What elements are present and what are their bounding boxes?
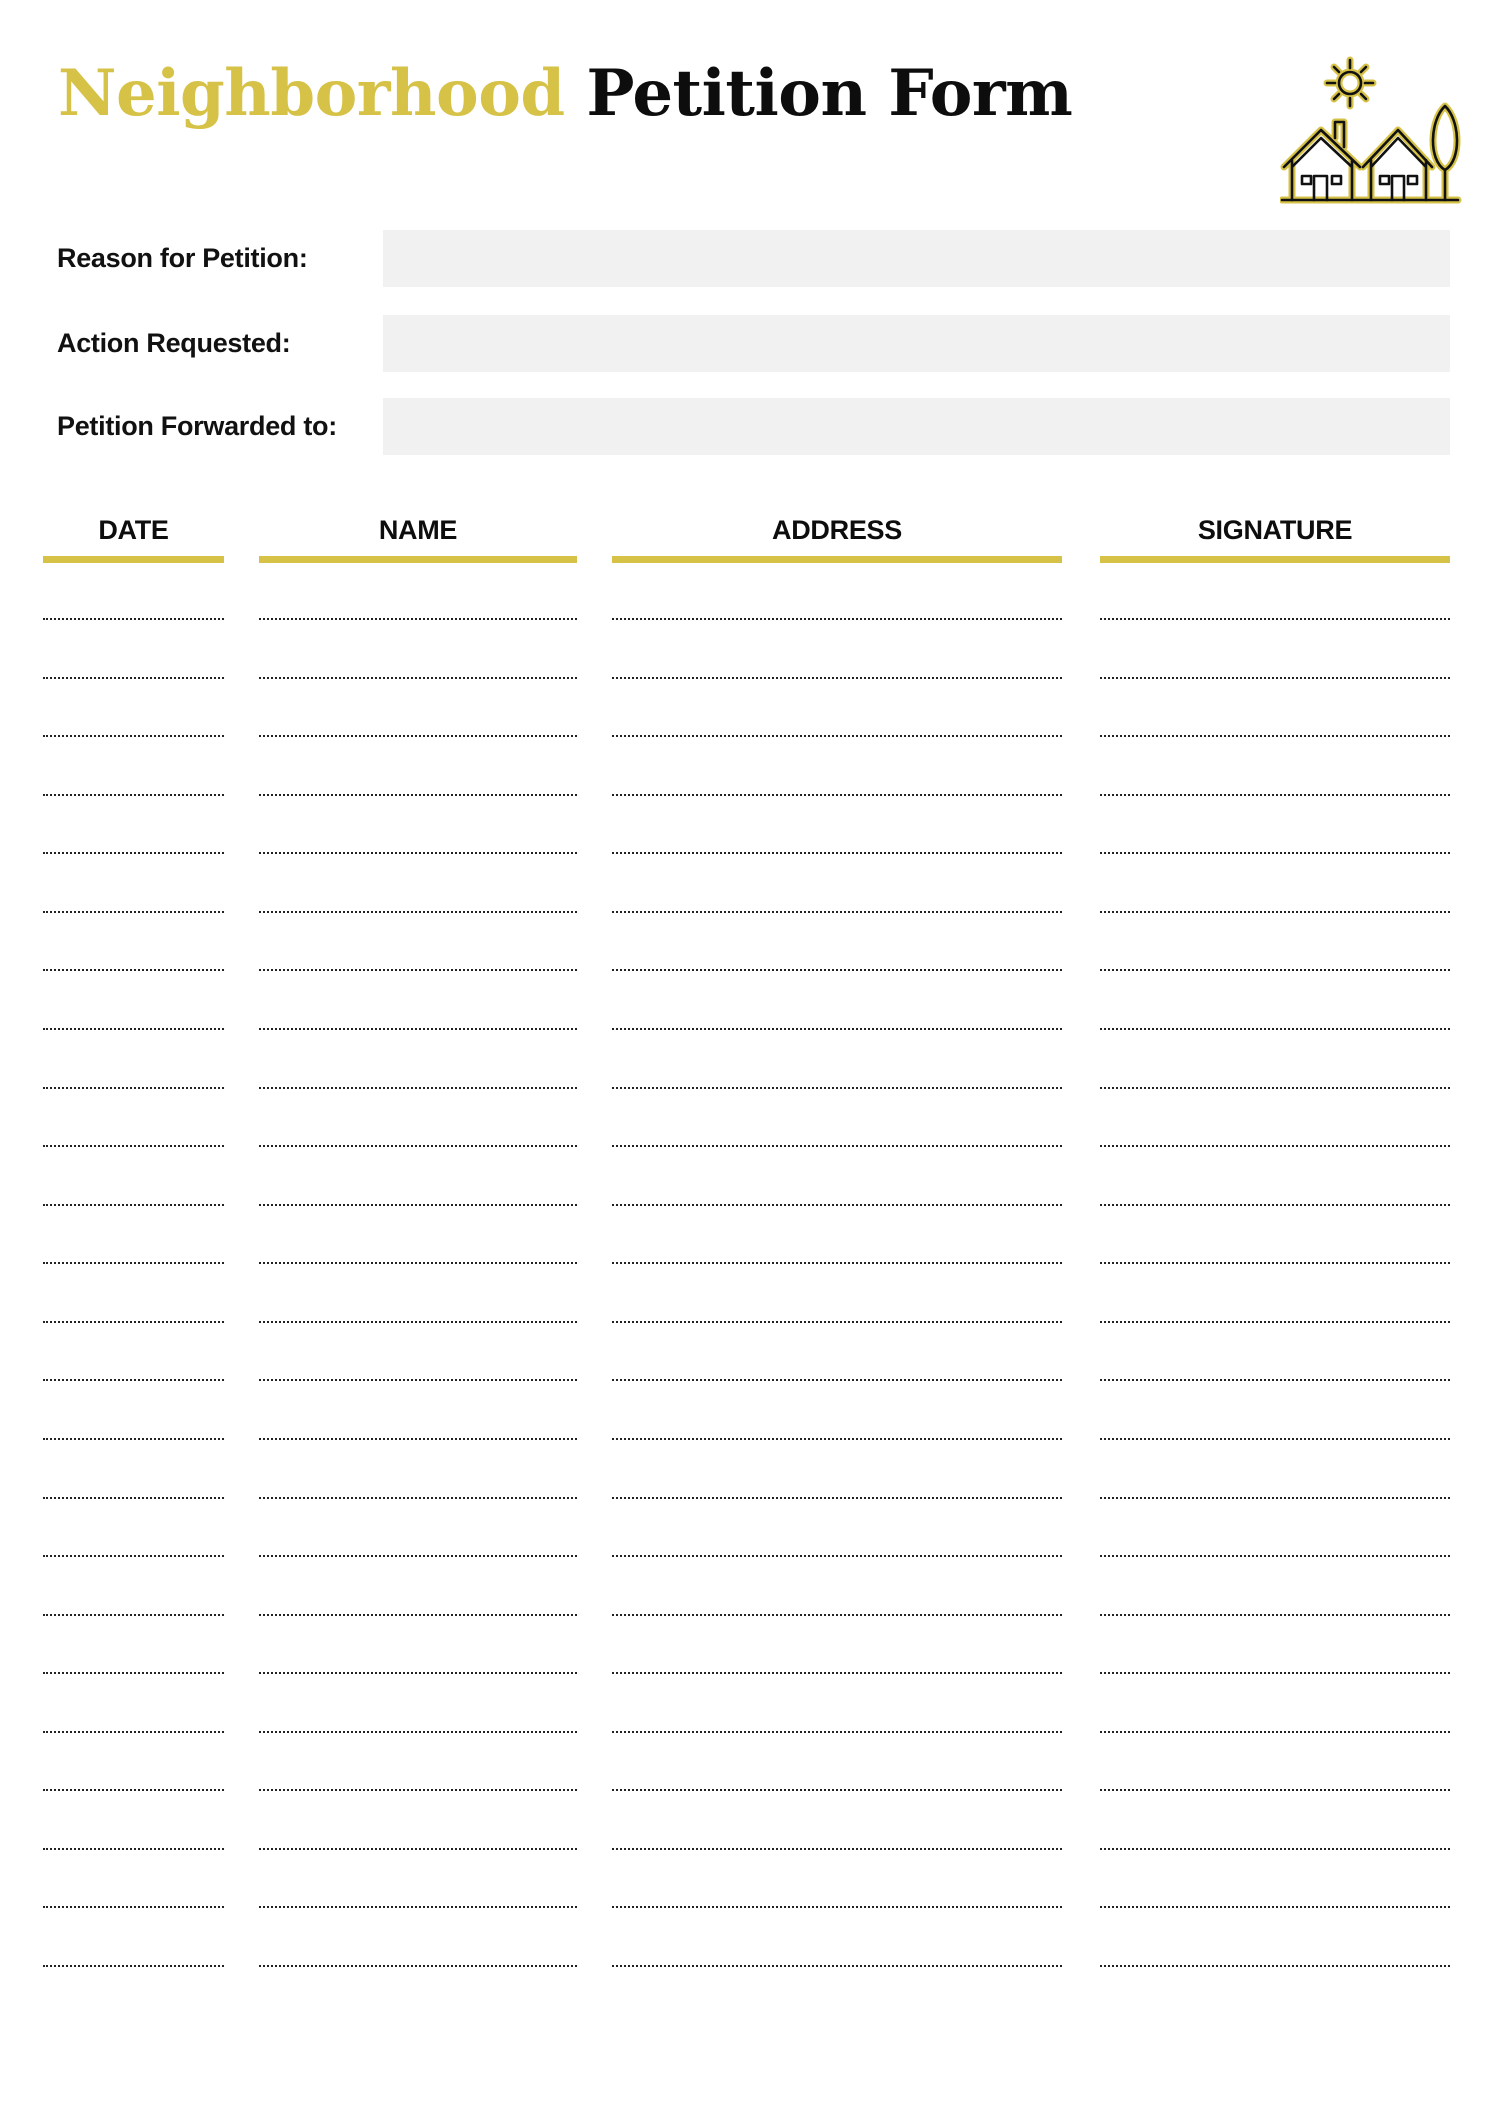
table-row [0, 1965, 1500, 1967]
date-entry-line[interactable] [43, 1087, 224, 1089]
date-entry-line[interactable] [43, 1028, 224, 1030]
table-row [0, 1438, 1500, 1440]
table-row [0, 735, 1500, 737]
signature-entry-line[interactable] [1100, 677, 1450, 679]
name-entry-line[interactable] [259, 1731, 577, 1733]
table-row [0, 1321, 1500, 1323]
date-entry-line[interactable] [43, 1438, 224, 1440]
table-row [0, 1145, 1500, 1147]
table-row [0, 1672, 1500, 1674]
table-row [0, 618, 1500, 620]
address-entry-line[interactable] [612, 1672, 1062, 1674]
date-entry-line[interactable] [43, 1672, 224, 1674]
date-entry-line[interactable] [43, 1906, 224, 1908]
name-entry-line[interactable] [259, 677, 577, 679]
address-entry-line[interactable] [612, 735, 1062, 737]
neighborhood-houses-sun-icon [1280, 50, 1480, 210]
column-divider-signature [1100, 556, 1450, 563]
address-entry-line[interactable] [612, 969, 1062, 971]
table-row [0, 911, 1500, 913]
title-accent: Neighborhood [58, 56, 565, 131]
address-entry-line[interactable] [612, 1438, 1062, 1440]
address-entry-line[interactable] [612, 1555, 1062, 1557]
date-entry-line[interactable] [43, 911, 224, 913]
date-entry-line[interactable] [43, 1204, 224, 1206]
date-entry-line[interactable] [43, 1497, 224, 1499]
signature-entry-line[interactable] [1100, 1965, 1450, 1967]
address-entry-line[interactable] [612, 1965, 1062, 1967]
date-entry-line[interactable] [43, 1614, 224, 1616]
address-entry-line[interactable] [612, 1145, 1062, 1147]
date-entry-line[interactable] [43, 677, 224, 679]
name-entry-line[interactable] [259, 1848, 577, 1850]
reason-label: Reason for Petition: [57, 243, 308, 273]
reason-input[interactable] [383, 230, 1450, 287]
address-entry-line[interactable] [612, 1379, 1062, 1381]
signature-entry-line[interactable] [1100, 969, 1450, 971]
address-entry-line[interactable] [612, 1848, 1062, 1850]
address-entry-line[interactable] [612, 1497, 1062, 1499]
table-row [0, 677, 1500, 679]
signature-entry-line[interactable] [1100, 1906, 1450, 1908]
action-requested-label: Action Requested: [57, 328, 291, 358]
signature-entry-line[interactable] [1100, 1438, 1450, 1440]
table-row [0, 1731, 1500, 1733]
name-entry-line[interactable] [259, 969, 577, 971]
name-entry-line[interactable] [259, 1262, 577, 1264]
address-entry-line[interactable] [612, 1906, 1062, 1908]
address-entry-line[interactable] [612, 1204, 1062, 1206]
address-entry-line[interactable] [612, 677, 1062, 679]
date-entry-line[interactable] [43, 1262, 224, 1264]
table-row [0, 1262, 1500, 1264]
table-row [0, 1906, 1500, 1908]
field-row-reason [0, 230, 1500, 287]
signature-entry-line[interactable] [1100, 1731, 1450, 1733]
name-entry-line[interactable] [259, 618, 577, 620]
table-row [0, 1028, 1500, 1030]
signature-entry-line[interactable] [1100, 1145, 1450, 1147]
signature-entry-line[interactable] [1100, 1555, 1450, 1557]
signature-entry-line[interactable] [1100, 1321, 1450, 1323]
column-divider-address [612, 556, 1062, 563]
name-entry-line[interactable] [259, 911, 577, 913]
table-row [0, 1614, 1500, 1616]
column-header-date: DATE [98, 515, 169, 545]
date-entry-line[interactable] [43, 735, 224, 737]
date-entry-line[interactable] [43, 1145, 224, 1147]
signature-entry-line[interactable] [1100, 1672, 1450, 1674]
name-entry-line[interactable] [259, 1497, 577, 1499]
date-entry-line[interactable] [43, 618, 224, 620]
signature-entry-line[interactable] [1100, 618, 1450, 620]
table-row [0, 794, 1500, 796]
signature-entry-line[interactable] [1100, 735, 1450, 737]
action-requested-input[interactable] [383, 315, 1450, 372]
name-entry-line[interactable] [259, 1087, 577, 1089]
name-entry-line[interactable] [259, 1145, 577, 1147]
signature-entry-line[interactable] [1100, 1379, 1450, 1381]
address-entry-line[interactable] [612, 1614, 1062, 1616]
column-header-name: NAME [378, 515, 458, 545]
page-title [58, 56, 1073, 131]
column-header-signature: SIGNATURE [1197, 515, 1353, 545]
address-entry-line[interactable] [612, 852, 1062, 854]
forwarded-to-label: Petition Forwarded to: [57, 411, 337, 441]
signature-entry-line[interactable] [1100, 1028, 1450, 1030]
signature-entry-line[interactable] [1100, 1497, 1450, 1499]
table-row [0, 1379, 1500, 1381]
name-entry-line[interactable] [259, 735, 577, 737]
field-row-action [0, 315, 1500, 372]
date-entry-line[interactable] [43, 1731, 224, 1733]
title-main: Petition Form [586, 56, 1073, 131]
name-entry-line[interactable] [259, 1789, 577, 1791]
address-entry-line[interactable] [612, 1262, 1062, 1264]
address-entry-line[interactable] [612, 618, 1062, 620]
signature-entry-line[interactable] [1100, 1789, 1450, 1791]
date-entry-line[interactable] [43, 852, 224, 854]
column-header-address: ADDRESS [772, 515, 902, 545]
table-row [0, 852, 1500, 854]
signature-entry-line[interactable] [1100, 1204, 1450, 1206]
address-entry-line[interactable] [612, 1789, 1062, 1791]
date-entry-line[interactable] [43, 794, 224, 796]
name-entry-line[interactable] [259, 1965, 577, 1967]
signature-entry-line[interactable] [1100, 1614, 1450, 1616]
name-entry-line[interactable] [259, 1438, 577, 1440]
signature-entry-line[interactable] [1100, 1848, 1450, 1850]
date-entry-line[interactable] [43, 1789, 224, 1791]
address-entry-line[interactable] [612, 1028, 1062, 1030]
signature-entry-line[interactable] [1100, 911, 1450, 913]
name-entry-line[interactable] [259, 1555, 577, 1557]
table-row [0, 1789, 1500, 1791]
name-entry-line[interactable] [259, 1028, 577, 1030]
date-entry-line[interactable] [43, 969, 224, 971]
table-row [0, 1497, 1500, 1499]
column-divider-date [43, 556, 224, 563]
name-entry-line[interactable] [259, 794, 577, 796]
signature-entry-line[interactable] [1100, 852, 1450, 854]
date-entry-line[interactable] [43, 1848, 224, 1850]
signature-entry-line[interactable] [1100, 1262, 1450, 1264]
field-row-forwarded [0, 398, 1500, 455]
address-entry-line[interactable] [612, 794, 1062, 796]
table-row [0, 1848, 1500, 1850]
table-row [0, 969, 1500, 971]
date-entry-line[interactable] [43, 1965, 224, 1967]
name-entry-line[interactable] [259, 852, 577, 854]
address-entry-line[interactable] [612, 1321, 1062, 1323]
date-entry-line[interactable] [43, 1321, 224, 1323]
name-entry-line[interactable] [259, 1321, 577, 1323]
date-entry-line[interactable] [43, 1379, 224, 1381]
date-entry-line[interactable] [43, 1555, 224, 1557]
table-row [0, 1087, 1500, 1089]
name-entry-line[interactable] [259, 1672, 577, 1674]
signature-entry-line[interactable] [1100, 1087, 1450, 1089]
address-entry-line[interactable] [612, 911, 1062, 913]
signature-entry-line[interactable] [1100, 794, 1450, 796]
table-row [0, 1204, 1500, 1206]
name-entry-line[interactable] [259, 1204, 577, 1206]
address-entry-line[interactable] [612, 1731, 1062, 1733]
name-entry-line[interactable] [259, 1379, 577, 1381]
name-entry-line[interactable] [259, 1906, 577, 1908]
column-divider-name [259, 556, 577, 563]
name-entry-line[interactable] [259, 1614, 577, 1616]
table-row [0, 1555, 1500, 1557]
forwarded-to-input[interactable] [383, 398, 1450, 455]
address-entry-line[interactable] [612, 1087, 1062, 1089]
